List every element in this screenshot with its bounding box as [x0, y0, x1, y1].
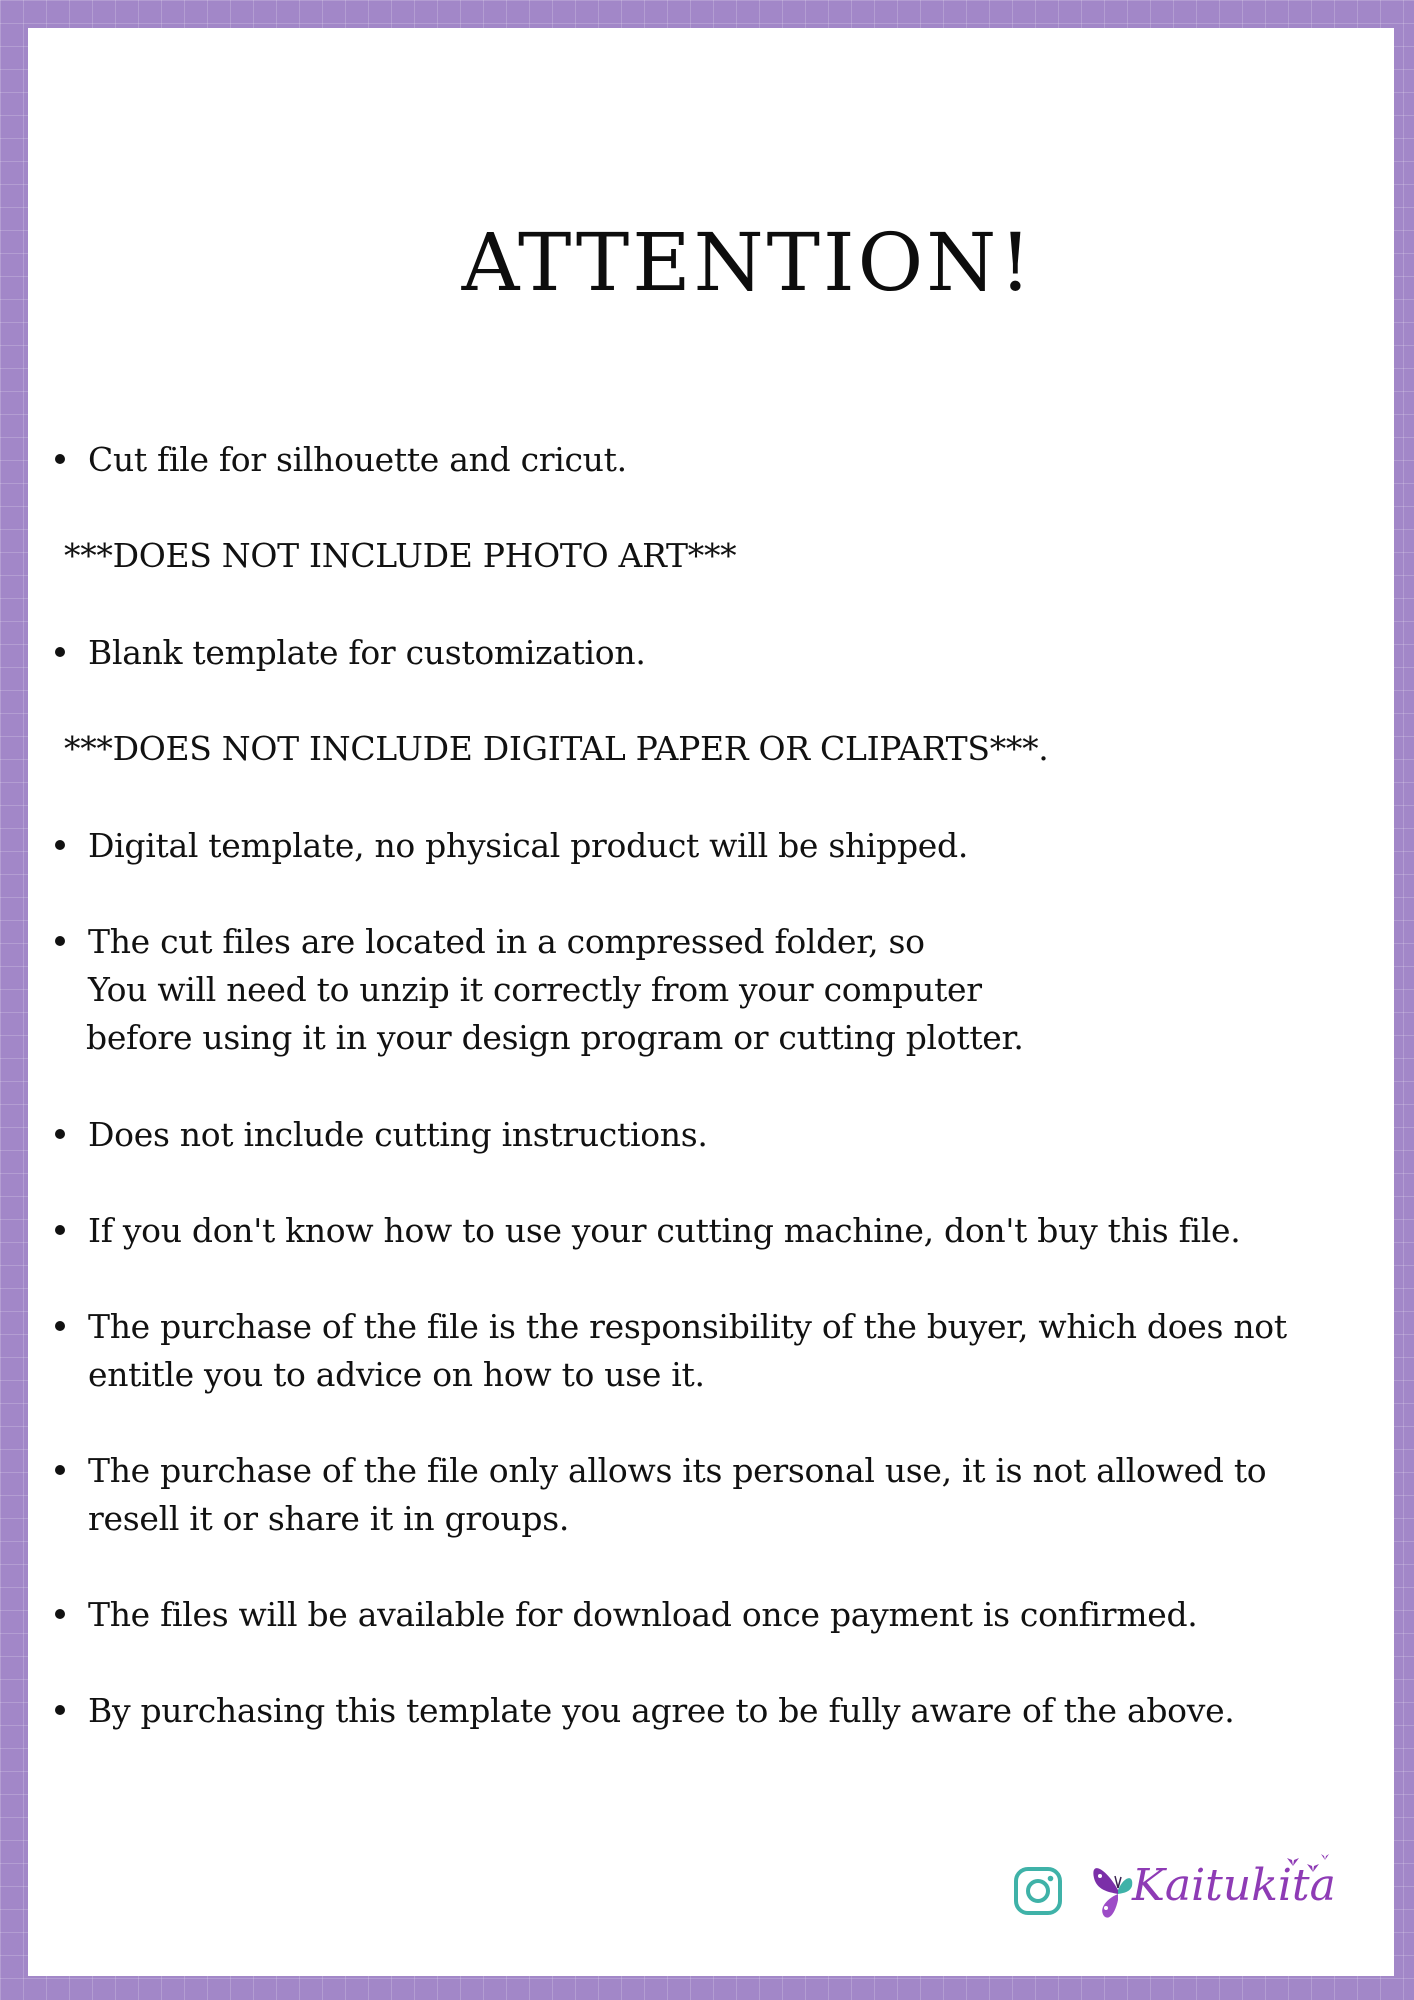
- list-item: [88, 1591, 1197, 1639]
- list-item-text: entitle you to advice on how to use it.: [88, 1355, 705, 1394]
- list-item: [88, 1207, 1240, 1255]
- list-item: [88, 629, 646, 677]
- list-item: [88, 436, 627, 484]
- list-item: [88, 1111, 708, 1159]
- brand-name: Kaitukita: [1132, 1860, 1336, 1911]
- list-item-text: If you don't know how to use your cutting machine, don't buy this file.: [88, 1211, 1241, 1250]
- list-item-text: before using it in your design program or cutting plotter.: [86, 1018, 1024, 1057]
- list-item: [88, 918, 1024, 1062]
- bullet-dot: [55, 454, 65, 464]
- bullet-dot: [55, 647, 65, 657]
- list-item-text: The cut files are located in a compressed folder, so: [88, 922, 925, 961]
- list-item-text: Blank template for customization.: [88, 633, 646, 672]
- list-item-text: The purchase of the file is the responsibility of the buyer, which does not: [88, 1307, 1287, 1346]
- notice-note: [64, 725, 1049, 773]
- note-text: ***DOES NOT INCLUDE PHOTO ART***: [64, 536, 737, 575]
- bullet-dot: [55, 1129, 65, 1139]
- list-item: [88, 1447, 1266, 1543]
- small-butterflies-icon: [1283, 1850, 1333, 1880]
- list-item-text: Cut file for silhouette and cricut.: [88, 440, 627, 479]
- list-item-text: resell it or share it in groups.: [88, 1499, 570, 1538]
- notice-note: [64, 532, 736, 580]
- bullet-dot: [55, 840, 65, 850]
- bullet-dot: [55, 1465, 65, 1475]
- list-item: [88, 1687, 1234, 1735]
- list-item-text: The files will be available for download once payment is confirmed.: [88, 1595, 1198, 1634]
- bullet-dot: [55, 1705, 65, 1715]
- bullet-dot: [55, 1609, 65, 1619]
- list-item: [88, 822, 968, 870]
- instagram-icon[interactable]: [1013, 1866, 1063, 1916]
- list-item-text: The purchase of the file only allows its personal use, it is not allowed to: [88, 1451, 1267, 1490]
- list-item-text: By purchasing this template you agree to be fully aware of the above.: [88, 1691, 1235, 1730]
- page-title: ATTENTION!: [461, 216, 1035, 309]
- note-text: ***DOES NOT INCLUDE DIGITAL PAPER OR CLIPARTS***.: [64, 729, 1049, 768]
- bullet-dot: [55, 1321, 65, 1331]
- list-item-text: Digital template, no physical product will be shipped.: [88, 826, 969, 865]
- bullet-dot: [55, 936, 65, 946]
- list-item: [88, 1303, 1287, 1399]
- document-page: [28, 28, 1394, 1976]
- list-item-text: Does not include cutting instructions.: [88, 1115, 708, 1154]
- list-item-text: You will need to unzip it correctly from your computer: [88, 970, 982, 1009]
- bullet-dot: [55, 1225, 65, 1235]
- brand-logo: [1088, 1850, 1338, 1940]
